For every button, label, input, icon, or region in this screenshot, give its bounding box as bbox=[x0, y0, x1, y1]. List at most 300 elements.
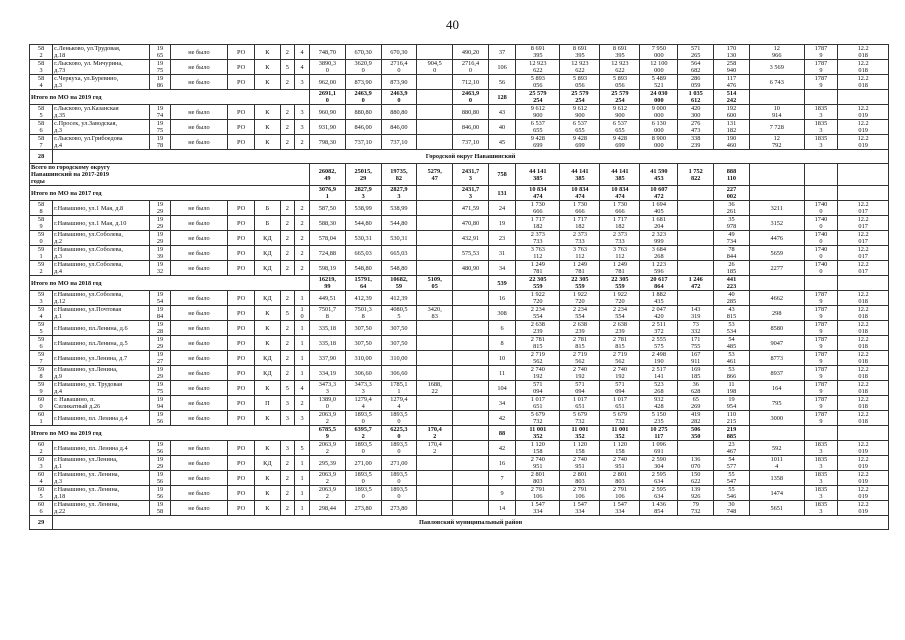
cell-c4: не было bbox=[171, 441, 228, 456]
cell-c15: 12 923 622 bbox=[516, 60, 560, 75]
cell-c23: 12.2 018 bbox=[838, 336, 889, 351]
cell-c20: 258 940 bbox=[714, 60, 750, 75]
cell-c23: 12.2 019 bbox=[838, 471, 889, 486]
cell-c19: 139 926 bbox=[678, 486, 714, 501]
cell-c11: 2827,9 3 bbox=[381, 186, 417, 201]
cell-addr: г.Навашино, пл. Ленина д.4 bbox=[53, 411, 150, 426]
cell-c6: К bbox=[255, 486, 280, 501]
cell-c16: 8 691 395 bbox=[560, 45, 600, 60]
cell-year: 19 58 bbox=[150, 501, 171, 516]
cell-c17: 1 547 334 bbox=[600, 501, 640, 516]
cell-no: 58 7 bbox=[30, 135, 53, 150]
cell-c20: 55 546 bbox=[714, 486, 750, 501]
cell-no: 59 3 bbox=[30, 291, 53, 306]
cell-no: 59 8 bbox=[30, 366, 53, 381]
cell-c17: 5 893 056 bbox=[600, 75, 640, 90]
cell-c7: 2 bbox=[280, 351, 295, 366]
cell-c23: 12.2 018 bbox=[838, 321, 889, 336]
cell-c8: 2 bbox=[295, 201, 310, 216]
cell-no: 58 6 bbox=[30, 120, 53, 135]
cell-c16: 2 791 106 bbox=[560, 486, 600, 501]
cell-c5: РО bbox=[227, 60, 254, 75]
cell-c16: 1 547 334 bbox=[560, 501, 600, 516]
cell-c8: 3 bbox=[295, 105, 310, 120]
cell-addr: г.Навашино, ул.Ленина, д.1 bbox=[53, 456, 150, 471]
cell-c22: 1787 9 bbox=[804, 306, 838, 321]
cell-c16: 3 763 112 bbox=[560, 246, 600, 261]
cell-c15: 22 305 559 bbox=[516, 276, 560, 291]
cell-c23: 12.2 019 bbox=[838, 441, 889, 456]
cell-c17: 3 763 112 bbox=[600, 246, 640, 261]
cell-c14: 16 bbox=[488, 456, 515, 471]
cell-label: Итого по МО на 2019 год bbox=[30, 426, 310, 441]
cell-c22: 1787 9 bbox=[804, 75, 838, 90]
cell-c14: 9 bbox=[488, 486, 515, 501]
cell-c6: Б bbox=[255, 216, 280, 231]
cell-c17: 8 691 395 bbox=[600, 45, 640, 60]
cell-c4: не было bbox=[171, 456, 228, 471]
cell-c9: 588,30 bbox=[309, 216, 345, 231]
cell-c22: 1740 0 bbox=[804, 246, 838, 261]
cell-c14: 16 bbox=[488, 291, 515, 306]
cell-c5: РО bbox=[227, 486, 254, 501]
cell-c21: 5659 bbox=[749, 246, 804, 261]
cell-c18: 2 555 575 bbox=[640, 336, 678, 351]
cell-c23: 12.2 019 bbox=[838, 456, 889, 471]
cell-c5: РО bbox=[227, 105, 254, 120]
cell-c17: 1 017 651 bbox=[600, 396, 640, 411]
cell-c5: РО bbox=[227, 135, 254, 150]
cell-c4: не было bbox=[171, 246, 228, 261]
cell-c21: 6 743 bbox=[749, 75, 804, 90]
cell-c16: 25 579 254 bbox=[560, 90, 600, 105]
cell-c23: 12.2 018 bbox=[838, 75, 889, 90]
cell-c15: 9 428 699 bbox=[516, 135, 560, 150]
cell-c9: 962,00 bbox=[309, 75, 345, 90]
cell-c10: 15791, 64 bbox=[345, 276, 381, 291]
cell-c9: 578,04 bbox=[309, 231, 345, 246]
cell-c21: 8580 bbox=[749, 321, 804, 336]
cell-c21 bbox=[749, 426, 804, 441]
cell-addr: г.Навашино, ул. Ленина, д.3 bbox=[53, 471, 150, 486]
cell-c10: 25015, 29 bbox=[345, 164, 381, 186]
cell-c19 bbox=[678, 201, 714, 216]
cell-addr: г.Навашино, ул.1 Мая, д.8 bbox=[53, 201, 150, 216]
cell-c20: 11 198 bbox=[714, 381, 750, 396]
cell-c21 bbox=[749, 90, 804, 105]
cell-c8: 1 bbox=[295, 351, 310, 366]
cell-c8: 4 bbox=[295, 60, 310, 75]
cell-c23: 12.2 017 bbox=[838, 201, 889, 216]
cell-c14: 106 bbox=[488, 60, 515, 75]
cell-c21: 12 792 bbox=[749, 135, 804, 150]
cell-c22: 1835 3 bbox=[804, 120, 838, 135]
cell-c16: 571 094 bbox=[560, 381, 600, 396]
cell-c19: 564 682 bbox=[678, 60, 714, 75]
cell-title: Павловский муниципальный район bbox=[53, 516, 889, 530]
table-body bbox=[30, 45, 889, 530]
cell-c17: 25 579 254 bbox=[600, 90, 640, 105]
cell-c9: 2063,9 2 bbox=[309, 441, 345, 456]
cell-c20: 53 461 bbox=[714, 351, 750, 366]
cell-c8: 1 bbox=[295, 366, 310, 381]
cell-c18: 24 030 000 bbox=[640, 90, 678, 105]
cell-c12 bbox=[417, 261, 453, 276]
cell-c15: 2 719 562 bbox=[516, 351, 560, 366]
cell-year: 19 27 bbox=[150, 351, 171, 366]
cell-c7: 3 bbox=[280, 441, 295, 456]
cell-year: 19 56 bbox=[150, 486, 171, 501]
table-row bbox=[30, 261, 889, 276]
cell-c6: К bbox=[255, 60, 280, 75]
cell-c14: 131 bbox=[488, 186, 515, 201]
cell-c20: 26 185 bbox=[714, 261, 750, 276]
cell-c6: К bbox=[255, 135, 280, 150]
cell-c8: 3 bbox=[295, 75, 310, 90]
cell-c14: 56 bbox=[488, 75, 515, 90]
cell-c18: 1 223 596 bbox=[640, 261, 678, 276]
cell-c9: 2691,1 0 bbox=[309, 90, 345, 105]
cell-c17: 12 923 622 bbox=[600, 60, 640, 75]
cell-c12 bbox=[417, 186, 453, 201]
cell-c17: 10 834 474 bbox=[600, 186, 640, 201]
cell-c6: К bbox=[255, 411, 280, 426]
table-row bbox=[30, 120, 889, 135]
cell-c11: 19735, 82 bbox=[381, 164, 417, 186]
cell-c18: 41 590 453 bbox=[640, 164, 678, 186]
cell-c9: 298,44 bbox=[309, 501, 345, 516]
cell-no: 60 2 bbox=[30, 441, 53, 456]
cell-label: Всего по городскому округу Навашинский на 2017-2019 годы bbox=[30, 164, 310, 186]
cell-c8: 5 bbox=[295, 441, 310, 456]
cell-c5: РО bbox=[227, 231, 254, 246]
cell-c13: 846,00 bbox=[453, 120, 489, 135]
cell-c12: 904,5 0 bbox=[417, 60, 453, 75]
cell-c6: К bbox=[255, 381, 280, 396]
cell-c23 bbox=[838, 426, 889, 441]
cell-c11: 2716,4 0 bbox=[381, 60, 417, 75]
cell-c15: 2 781 815 bbox=[516, 336, 560, 351]
cell-c18: 1 436 854 bbox=[640, 501, 678, 516]
cell-c16: 9 428 699 bbox=[560, 135, 600, 150]
cell-addr: г.Навашино, ул.Ленина, д.7 bbox=[53, 351, 150, 366]
cell-c13 bbox=[453, 411, 489, 426]
cell-c10: 2463,9 0 bbox=[345, 90, 381, 105]
cell-c7: 2 bbox=[280, 321, 295, 336]
cell-year: 19 84 bbox=[150, 306, 171, 321]
cell-c19: 571 265 bbox=[678, 45, 714, 60]
cell-year: 19 29 bbox=[150, 366, 171, 381]
capital-repair-table bbox=[29, 44, 889, 530]
cell-no: 29 bbox=[30, 516, 53, 530]
cell-c12 bbox=[417, 90, 453, 105]
cell-c13 bbox=[453, 276, 489, 291]
cell-c13 bbox=[453, 441, 489, 456]
cell-c7: 2 bbox=[280, 231, 295, 246]
cell-c18: 523 268 bbox=[640, 381, 678, 396]
cell-addr: г.Лысково, ул. Мичурина, д.73 bbox=[53, 60, 150, 75]
cell-c13: 2431,7 3 bbox=[453, 164, 489, 186]
cell-c10: 307,50 bbox=[345, 321, 381, 336]
cell-c10: 307,50 bbox=[345, 336, 381, 351]
cell-c23: 12.2 019 bbox=[838, 486, 889, 501]
cell-c23: 12.2 017 bbox=[838, 216, 889, 231]
cell-c17: 1 730 666 bbox=[600, 201, 640, 216]
cell-c5: РО bbox=[227, 366, 254, 381]
table-row bbox=[30, 216, 889, 231]
cell-c10: 3473,3 3 bbox=[345, 381, 381, 396]
cell-c16: 44 141 385 bbox=[560, 164, 600, 186]
cell-c22: 1835 3 bbox=[804, 486, 838, 501]
cell-c17: 2 719 562 bbox=[600, 351, 640, 366]
cell-c14: 19 bbox=[488, 216, 515, 231]
cell-c13 bbox=[453, 336, 489, 351]
cell-c22: 1787 9 bbox=[804, 351, 838, 366]
cell-c14: 8 bbox=[488, 336, 515, 351]
cell-c22: 1740 0 bbox=[804, 231, 838, 246]
cell-c18: 932 428 bbox=[640, 396, 678, 411]
cell-no: 58 8 bbox=[30, 201, 53, 216]
cell-c23: 12.2 019 bbox=[838, 501, 889, 516]
cell-c10: 846,00 bbox=[345, 120, 381, 135]
cell-c15: 3 763 112 bbox=[516, 246, 560, 261]
table-row bbox=[30, 201, 889, 216]
cell-year: 19 75 bbox=[150, 381, 171, 396]
cell-c19: 73 332 bbox=[678, 321, 714, 336]
cell-c12 bbox=[417, 291, 453, 306]
cell-c5: РО bbox=[227, 351, 254, 366]
cell-c8: 2 bbox=[295, 135, 310, 150]
cell-c10: 1893,5 0 bbox=[345, 486, 381, 501]
cell-c4: не было bbox=[171, 120, 228, 135]
cell-c5: РО bbox=[227, 306, 254, 321]
cell-c17: 571 094 bbox=[600, 381, 640, 396]
table-row bbox=[30, 246, 889, 261]
cell-c20: 23 467 bbox=[714, 441, 750, 456]
cell-c15: 571 094 bbox=[516, 381, 560, 396]
cell-c20: 78 844 bbox=[714, 246, 750, 261]
cell-c7: 3 bbox=[280, 396, 295, 411]
cell-c14: 42 bbox=[488, 441, 515, 456]
cell-c5: РО bbox=[227, 201, 254, 216]
cell-c19 bbox=[678, 231, 714, 246]
cell-c7: 2 bbox=[280, 105, 295, 120]
cell-c7: 2 bbox=[280, 135, 295, 150]
district-title-row bbox=[30, 516, 889, 530]
cell-c13: 575,53 bbox=[453, 246, 489, 261]
cell-c15: 1 922 720 bbox=[516, 291, 560, 306]
cell-c10: 538,99 bbox=[345, 201, 381, 216]
cell-c14: 34 bbox=[488, 396, 515, 411]
cell-c9: 1389,0 0 bbox=[309, 396, 345, 411]
cell-c10: 3620,9 0 bbox=[345, 60, 381, 75]
subtotal-row bbox=[30, 164, 889, 186]
cell-c6: П bbox=[255, 396, 280, 411]
cell-c21: 8937 bbox=[749, 366, 804, 381]
cell-c22 bbox=[804, 186, 838, 201]
cell-c9: 16219, 99 bbox=[309, 276, 345, 291]
cell-addr: г.Навашино, пл.Ленина, д.6 bbox=[53, 321, 150, 336]
cell-c10: 2827,9 3 bbox=[345, 186, 381, 201]
cell-addr: с.Черкуха, ул.Буревино, д.3 bbox=[53, 75, 150, 90]
cell-c16: 6 537 655 bbox=[560, 120, 600, 135]
cell-c18: 12 100 000 bbox=[640, 60, 678, 75]
cell-c23: 12.2 018 bbox=[838, 60, 889, 75]
cell-addr: г.Навашино, ул. Ленина, д.18 bbox=[53, 486, 150, 501]
cell-c8: 1 bbox=[295, 321, 310, 336]
cell-c9: 2063,9 2 bbox=[309, 411, 345, 426]
cell-year: 19 94 bbox=[150, 396, 171, 411]
cell-year: 19 32 bbox=[150, 261, 171, 276]
cell-no: 58 3 bbox=[30, 60, 53, 75]
cell-c19 bbox=[678, 186, 714, 201]
cell-c12 bbox=[417, 321, 453, 336]
cell-c8: 4 bbox=[295, 381, 310, 396]
cell-c9: 6785,5 9 bbox=[309, 426, 345, 441]
cell-c6: К bbox=[255, 471, 280, 486]
cell-c15: 2 791 106 bbox=[516, 486, 560, 501]
cell-c4: не было bbox=[171, 321, 228, 336]
cell-c17: 1 922 720 bbox=[600, 291, 640, 306]
cell-c8: 2 bbox=[295, 231, 310, 246]
cell-c7: 2 bbox=[280, 471, 295, 486]
cell-c5: РО bbox=[227, 471, 254, 486]
cell-year: 19 28 bbox=[150, 321, 171, 336]
cell-c6: К bbox=[255, 336, 280, 351]
subtotal-row bbox=[30, 426, 889, 441]
cell-c17: 5 679 732 bbox=[600, 411, 640, 426]
cell-c12: 170,4 2 bbox=[417, 441, 453, 456]
cell-c12 bbox=[417, 366, 453, 381]
subtotal-row bbox=[30, 276, 889, 291]
cell-c10: 1279,4 4 bbox=[345, 396, 381, 411]
cell-no: 59 4 bbox=[30, 306, 53, 321]
cell-c13 bbox=[453, 351, 489, 366]
cell-c17: 1 717 182 bbox=[600, 216, 640, 231]
cell-c4: не было bbox=[171, 291, 228, 306]
cell-c23: 12.2 018 bbox=[838, 366, 889, 381]
cell-c7: 2 bbox=[280, 201, 295, 216]
cell-c15: 2 373 733 bbox=[516, 231, 560, 246]
cell-c20: 43 815 bbox=[714, 306, 750, 321]
cell-c20: 117 476 bbox=[714, 75, 750, 90]
table-row bbox=[30, 486, 889, 501]
cell-c18: 2 590 304 bbox=[640, 456, 678, 471]
cell-c14: 40 bbox=[488, 120, 515, 135]
cell-c10: 548,80 bbox=[345, 261, 381, 276]
cell-c13: 2716,4 0 bbox=[453, 60, 489, 75]
cell-addr: г.Навашино, ул.Ленина, д.9 bbox=[53, 366, 150, 381]
cell-c6: КД bbox=[255, 366, 280, 381]
cell-c12 bbox=[417, 45, 453, 60]
cell-c12 bbox=[417, 456, 453, 471]
cell-no: 60 4 bbox=[30, 471, 53, 486]
cell-c7: 2 bbox=[280, 291, 295, 306]
cell-c12 bbox=[417, 105, 453, 120]
cell-c4: не было bbox=[171, 261, 228, 276]
cell-c22: 1787 9 bbox=[804, 411, 838, 426]
cell-c4: не было bbox=[171, 366, 228, 381]
cell-c7: 2 bbox=[280, 120, 295, 135]
cell-year: 19 65 bbox=[150, 45, 171, 60]
cell-c19: 169 185 bbox=[678, 366, 714, 381]
cell-c4: не было bbox=[171, 105, 228, 120]
cell-c6: К bbox=[255, 120, 280, 135]
cell-c12: 1688, 22 bbox=[417, 381, 453, 396]
cell-c21: 4662 bbox=[749, 291, 804, 306]
cell-c7: 2 bbox=[280, 366, 295, 381]
cell-c9: 3473,3 3 bbox=[309, 381, 345, 396]
cell-c15: 6 537 655 bbox=[516, 120, 560, 135]
cell-c14: 308 bbox=[488, 306, 515, 321]
cell-c14: 88 bbox=[488, 426, 515, 441]
cell-c11: 6225,3 0 bbox=[381, 426, 417, 441]
cell-c21: 1011 4 bbox=[749, 456, 804, 471]
cell-c21: 10 914 bbox=[749, 105, 804, 120]
cell-c13 bbox=[453, 456, 489, 471]
cell-c13: 480,90 bbox=[453, 261, 489, 276]
cell-c12 bbox=[417, 351, 453, 366]
cell-c11: 412,39 bbox=[381, 291, 417, 306]
cell-c11: 1279,4 4 bbox=[381, 396, 417, 411]
cell-year: 19 56 bbox=[150, 441, 171, 456]
cell-c21: 2277 bbox=[749, 261, 804, 276]
cell-addr: г.Навашино, ул. Трудовая д.4 bbox=[53, 381, 150, 396]
cell-c21: 795 bbox=[749, 396, 804, 411]
cell-c12 bbox=[417, 201, 453, 216]
cell-c10: 873,90 bbox=[345, 75, 381, 90]
cell-c15: 1 717 182 bbox=[516, 216, 560, 231]
cell-c18: 2 047 420 bbox=[640, 306, 678, 321]
cell-c22: 1740 0 bbox=[804, 201, 838, 216]
cell-c18: 1 681 204 bbox=[640, 216, 678, 231]
cell-c9: 798,30 bbox=[309, 135, 345, 150]
cell-c23 bbox=[838, 276, 889, 291]
cell-no: 59 2 bbox=[30, 261, 53, 276]
cell-c22: 1787 9 bbox=[804, 396, 838, 411]
cell-no: 28 bbox=[30, 150, 53, 164]
cell-c16: 5 679 732 bbox=[560, 411, 600, 426]
cell-c5: РО bbox=[227, 501, 254, 516]
cell-c19: 338 239 bbox=[678, 135, 714, 150]
cell-no: 59 1 bbox=[30, 246, 53, 261]
cell-c8: 2 bbox=[295, 261, 310, 276]
cell-c23: 12.2 018 bbox=[838, 351, 889, 366]
cell-c5: РО bbox=[227, 396, 254, 411]
cell-c11: 307,50 bbox=[381, 336, 417, 351]
cell-label: Итого по МО на 2019 год bbox=[30, 90, 310, 105]
cell-c13 bbox=[453, 426, 489, 441]
cell-c11: 880,80 bbox=[381, 105, 417, 120]
cell-c11: 1893,5 0 bbox=[381, 486, 417, 501]
cell-c13 bbox=[453, 366, 489, 381]
cell-c5: РО bbox=[227, 45, 254, 60]
cell-c17: 2 373 733 bbox=[600, 231, 640, 246]
cell-c16: 2 801 803 bbox=[560, 471, 600, 486]
cell-c5: РО bbox=[227, 120, 254, 135]
cell-c21: 592 bbox=[749, 441, 804, 456]
cell-c21 bbox=[749, 186, 804, 201]
cell-no: 58 2 bbox=[30, 45, 53, 60]
cell-c8: 1 bbox=[295, 471, 310, 486]
cell-c7: 2 bbox=[280, 246, 295, 261]
cell-c18: 2 595 634 bbox=[640, 471, 678, 486]
subtotal-row bbox=[30, 90, 889, 105]
cell-c17: 11 001 352 bbox=[600, 426, 640, 441]
cell-c17: 22 305 559 bbox=[600, 276, 640, 291]
cell-c19: 167 911 bbox=[678, 351, 714, 366]
cell-c19: 143 319 bbox=[678, 306, 714, 321]
